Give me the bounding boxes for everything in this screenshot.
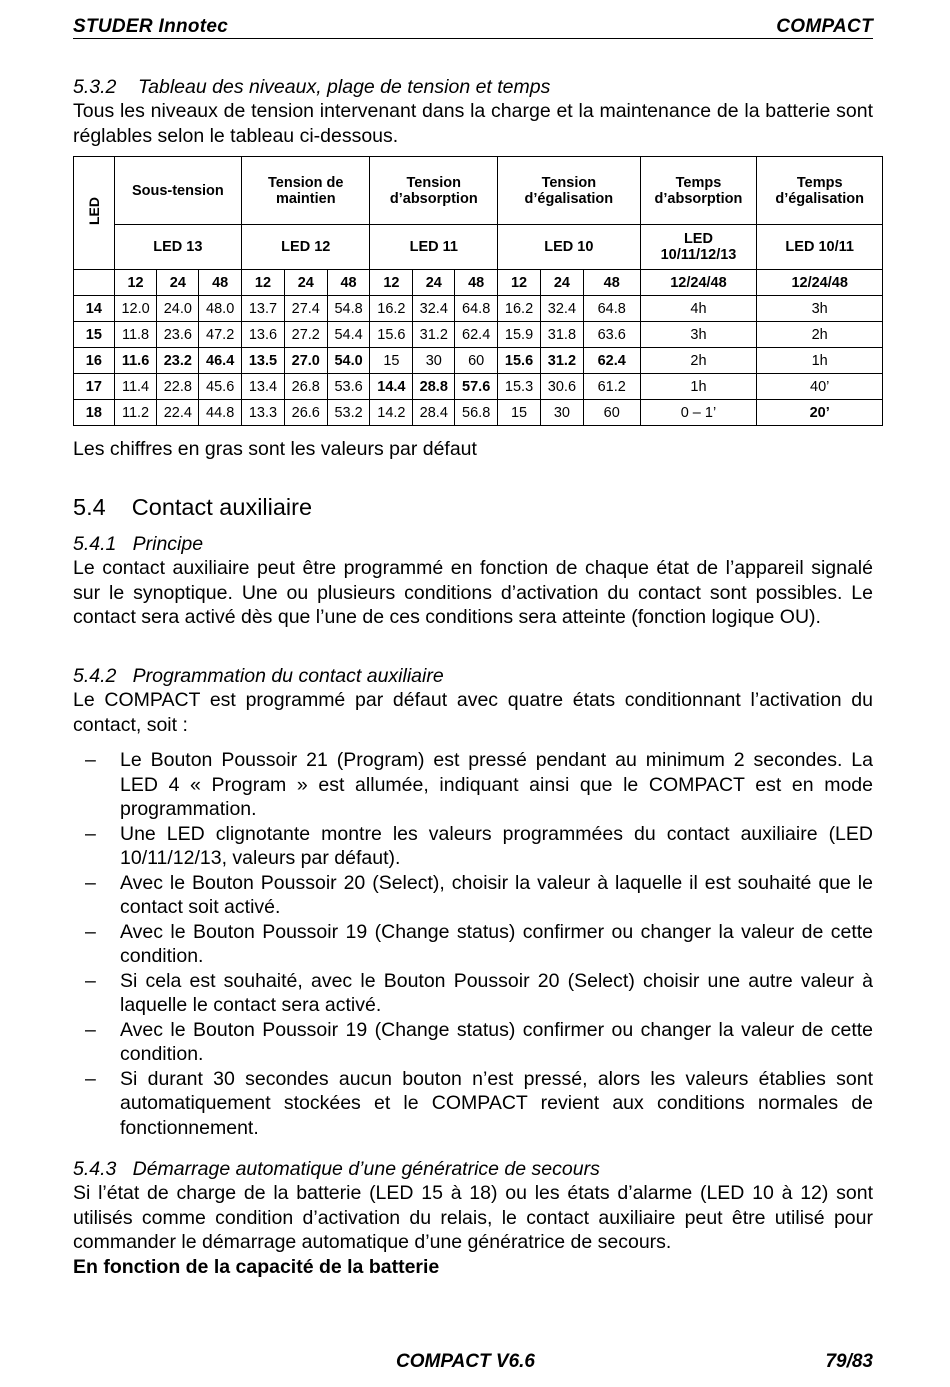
page-footer <box>73 1351 873 1375</box>
table-row <box>74 322 883 348</box>
table-cell: 12.0 <box>114 296 157 322</box>
table-cell: 2h <box>757 322 883 348</box>
table-cell: 60 <box>455 348 498 374</box>
voltage-subheader: 12 <box>242 270 285 296</box>
table-cell: 14.4 <box>370 374 413 400</box>
list-item: – Avec le Bouton Poussoir 19 (Change status) confirmer ou changer la valeur de cette condition. <box>85 920 873 967</box>
table-cell: 13.3 <box>242 400 285 426</box>
led-ref-header: LED 11 <box>370 225 498 270</box>
list-item: – Une LED clignotante montre les valeurs programmées du contact auxiliaire (LED 10/11/12/13, valeurs par défaut). <box>85 822 873 869</box>
list-item: – Le Bouton Poussoir 21 (Program) est pressé pendant au minimum 2 secondes. La LED 4 « Program » est allumée, indiquant ainsi que le COMPACT est en mode programmation. <box>85 749 873 820</box>
row-led-label: 15 <box>74 322 115 348</box>
table-cell: 27.0 <box>284 348 327 374</box>
table-cell: 13.6 <box>242 322 285 348</box>
voltage-subheader: 12 <box>114 270 157 296</box>
table-cell: 2h <box>640 348 757 374</box>
table-row <box>74 400 883 426</box>
table-cell: 56.8 <box>455 400 498 426</box>
table-cell: 24.0 <box>157 296 199 322</box>
table-cell: 32.4 <box>540 296 583 322</box>
table-cell: 27.2 <box>284 322 327 348</box>
table-row <box>74 296 883 322</box>
voltage-subheader: 48 <box>583 270 640 296</box>
table-cell: 60 <box>583 400 640 426</box>
section-5-4-1 <box>73 532 873 630</box>
table-cell: 23.2 <box>157 348 199 374</box>
table-cell: 62.4 <box>455 322 498 348</box>
section-5-4-3 <box>73 1157 873 1279</box>
table-cell: 54.4 <box>327 322 370 348</box>
table-cell: 54.0 <box>327 348 370 374</box>
voltage-subheader: 24 <box>413 270 455 296</box>
table-cell: 44.8 <box>199 400 242 426</box>
table-cell: 22.4 <box>157 400 199 426</box>
table-cell: 11.8 <box>114 322 157 348</box>
footer-version: COMPACT V6.6 <box>396 1351 536 1372</box>
table-cell: 32.4 <box>413 296 455 322</box>
table-cell: 15 <box>498 400 541 426</box>
section-5-3-2-text: Tous les niveaux de tension intervenant dans la charge et la maintenance de la batterie sont réglables selon le tableau ci-dessous. <box>73 100 873 147</box>
table-cell: 46.4 <box>199 348 242 374</box>
table-cell: 14.2 <box>370 400 413 426</box>
voltage-subheader: 48 <box>327 270 370 296</box>
section-5-4-1-title: 5.4.1 Principe <box>73 533 204 555</box>
table-cell: 30.6 <box>540 374 583 400</box>
table-cell: 28.8 <box>413 374 455 400</box>
table-cell: 53.6 <box>327 374 370 400</box>
section-5-4-2-text: Le COMPACT est programmé par défaut avec quatre états conditionnant l’activation du contact, soit : <box>73 689 873 736</box>
group-header: Temps d’absorption <box>640 157 757 225</box>
empty-cell <box>74 270 115 296</box>
table-cell: 15.6 <box>370 322 413 348</box>
section-5-3-2-title: 5.3.2 Tableau des niveaux, plage de tension et temps <box>73 76 551 98</box>
list-item: – Avec le Bouton Poussoir 20 (Select), choisir la valeur à laquelle il est souhaité que le contact soit activé. <box>85 871 873 918</box>
voltage-subheader: 12 <box>498 270 541 296</box>
table-cell: 15.6 <box>498 348 541 374</box>
table-cell: 27.4 <box>284 296 327 322</box>
group-header: Tension d’égalisation <box>498 157 640 225</box>
table-cell: 64.8 <box>583 296 640 322</box>
voltage-subheader: 24 <box>157 270 199 296</box>
table-cell: 45.6 <box>199 374 242 400</box>
table-cell: 1h <box>757 348 883 374</box>
table-cell: 16.2 <box>498 296 541 322</box>
section-5-4-2 <box>73 664 873 1140</box>
voltage-subheader: 24 <box>540 270 583 296</box>
table-cell: 13.7 <box>242 296 285 322</box>
list-item: – Si durant 30 secondes aucun bouton n’est pressé, alors les valeurs établies sont automatiquement stockées et le COMPACT revient aux conditions normales de fonctionnement. <box>85 1067 873 1139</box>
table-cell: 54.8 <box>327 296 370 322</box>
section-5-3-2 <box>73 75 873 148</box>
section-5-4-2-title: 5.4.2 Programmation du contact auxiliaire <box>73 665 444 687</box>
voltage-subheader: 24 <box>284 270 327 296</box>
voltage-subheader: 12/24/48 <box>640 270 757 296</box>
led-ref-header: LED 10 <box>498 225 640 270</box>
voltage-levels-table <box>73 156 883 426</box>
table-cell: 15.3 <box>498 374 541 400</box>
led-ref-header: LED 12 <box>242 225 370 270</box>
led-ref-header: LED 13 <box>114 225 241 270</box>
table-row <box>74 374 883 400</box>
list-item: – Si cela est souhaité, avec le Bouton Poussoir 20 (Select) choisir une autre valeur à laquelle le contact sera activé. <box>85 969 873 1016</box>
group-header: Temps d’égalisation <box>757 157 883 225</box>
row-led-label: 14 <box>74 296 115 322</box>
led-header: LED <box>74 157 115 270</box>
table-cell: 30 <box>540 400 583 426</box>
list-item: – Avec le Bouton Poussoir 19 (Change status) confirmer ou changer la valeur de cette condition. <box>85 1018 873 1065</box>
table-cell: 20’ <box>757 400 883 426</box>
group-header: Sous-tension <box>114 157 241 225</box>
programming-steps-list <box>73 748 873 1140</box>
row-led-label: 16 <box>74 348 115 374</box>
table-cell: 23.6 <box>157 322 199 348</box>
section-5-4-3-bold-heading: En fonction de la capacité de la batterie <box>73 1255 440 1278</box>
table-cell: 28.4 <box>413 400 455 426</box>
table-cell: 53.2 <box>327 400 370 426</box>
footer-page-number: 79/83 <box>825 1351 873 1372</box>
voltage-subheader: 12/24/48 <box>757 270 883 296</box>
table-cell: 26.6 <box>284 400 327 426</box>
voltage-subheader-row <box>74 270 883 296</box>
table-cell: 4h <box>640 296 757 322</box>
header-brand: STUDER Innotec <box>73 16 229 37</box>
table-cell: 11.2 <box>114 400 157 426</box>
voltage-subheader: 48 <box>199 270 242 296</box>
table-cell: 31.8 <box>540 322 583 348</box>
table-cell: 1h <box>640 374 757 400</box>
table-cell: 63.6 <box>583 322 640 348</box>
table-cell: 64.8 <box>455 296 498 322</box>
table-cell: 15 <box>370 348 413 374</box>
table-cell: 61.2 <box>583 374 640 400</box>
section-5-4-title: 5.4 Contact auxiliaire <box>73 494 313 520</box>
table-cell: 22.8 <box>157 374 199 400</box>
voltage-subheader: 48 <box>455 270 498 296</box>
table-cell: 13.5 <box>242 348 285 374</box>
led-ref-header: LED 10/11 <box>757 225 883 270</box>
table-cell: 3h <box>757 296 883 322</box>
table-cell: 26.8 <box>284 374 327 400</box>
voltage-subheader: 12 <box>370 270 413 296</box>
row-led-label: 18 <box>74 400 115 426</box>
table-cell: 30 <box>413 348 455 374</box>
table-note: Les chiffres en gras sont les valeurs par défaut <box>73 438 477 460</box>
table-cell: 62.4 <box>583 348 640 374</box>
section-5-4-3-title: 5.4.3 Démarrage automatique d’une génératrice de secours <box>73 1158 600 1180</box>
section-5-4-1-text: Le contact auxiliaire peut être programmé en fonction de chaque état de l’appareil signalé sur le synoptique. Une ou plusieurs conditions d’activation du contact sont possibles. Le contact sera activé dès que l’une de ces conditions sera atteinte (fonction logique OU). <box>73 557 873 628</box>
table-cell: 57.6 <box>455 374 498 400</box>
group-header: Tension de maintien <box>242 157 370 225</box>
table-cell: 3h <box>640 322 757 348</box>
table-cell: 15.9 <box>498 322 541 348</box>
page-header <box>73 14 873 39</box>
table-cell: 0 – 1’ <box>640 400 757 426</box>
table-cell: 31.2 <box>540 348 583 374</box>
table-cell: 16.2 <box>370 296 413 322</box>
table-cell: 48.0 <box>199 296 242 322</box>
section-5-4-3-text: Si l’état de charge de la batterie (LED 15 à 18) ou les états d’alarme (LED 10 à 12) sont utilisés comme condition d’activation du relais, le contact auxiliaire peut être utilisé pour commander le démarrage automatique d’une génératrice de secours. <box>73 1182 873 1253</box>
group-header: Tension d’absorption <box>370 157 498 225</box>
table-cell: 31.2 <box>413 322 455 348</box>
row-led-label: 17 <box>74 374 115 400</box>
table-row <box>74 348 883 374</box>
table-cell: 11.4 <box>114 374 157 400</box>
table-cell: 11.6 <box>114 348 157 374</box>
header-product: COMPACT <box>776 16 873 37</box>
table-cell: 47.2 <box>199 322 242 348</box>
table-cell: 13.4 <box>242 374 285 400</box>
led-ref-header: LED 10/11/12/13 <box>640 225 757 270</box>
table-cell: 40’ <box>757 374 883 400</box>
